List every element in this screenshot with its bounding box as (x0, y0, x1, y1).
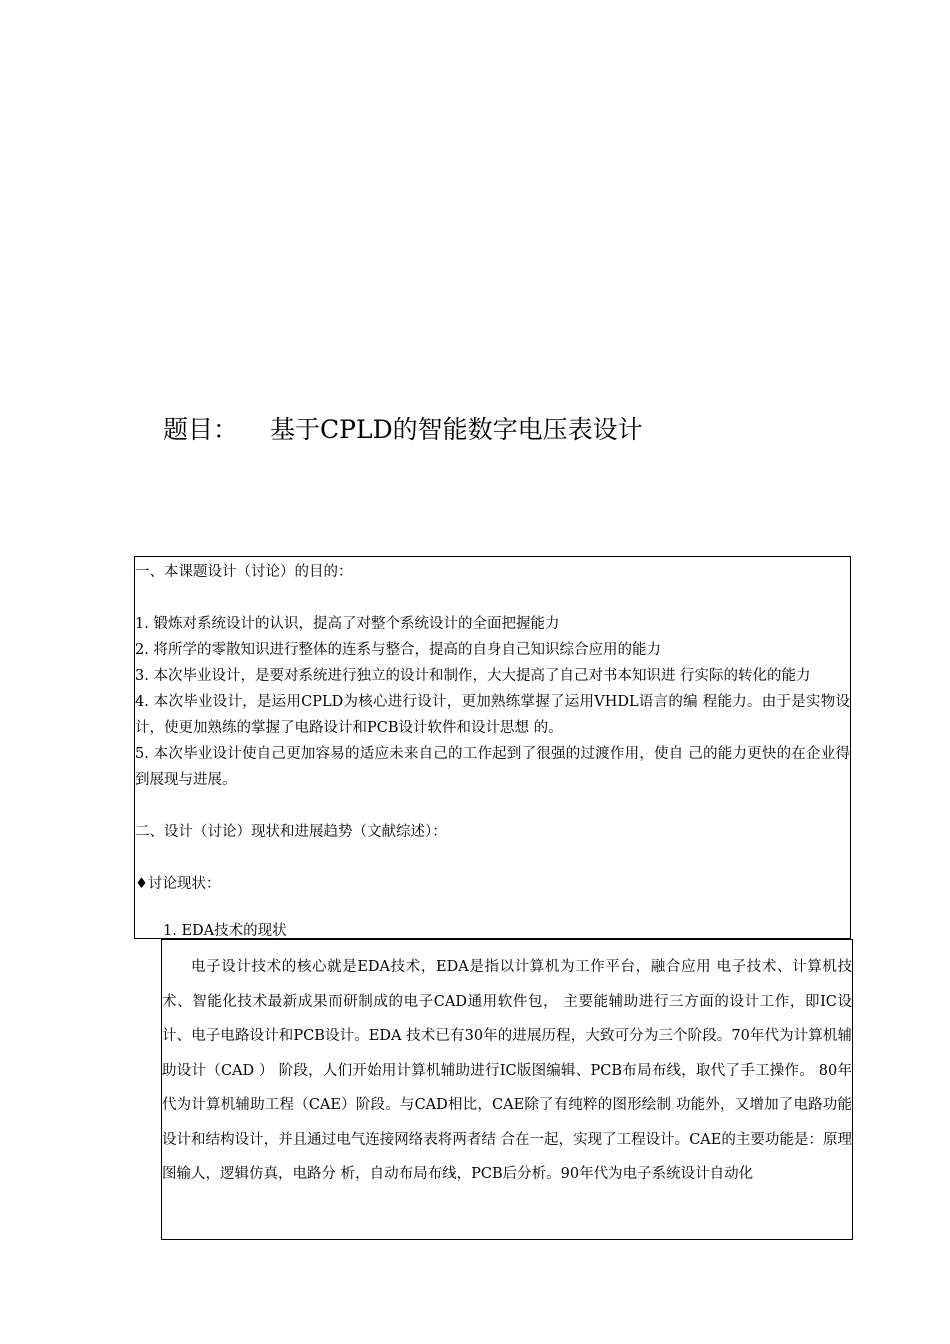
purpose-item-3: 3. 本次毕业设计，是要对系统进行独立的设计和制作，大大提高了自己对书本知识进 行实际的转化的能力 (135, 668, 811, 684)
spacer (135, 585, 850, 611)
eda-paragraph: 电子设计技术的核心就是EDA技术，EDA是指以计算机为工作平台，融合应用 电子技术、计算机技术、智能化技术最新成果而研制成的电子CAD通用软件包， 主要能辅助进行三方面的设计工作，即IC设计、电子电路设计和PCB设计。EDA 技术已有30年的进展历程，大致可分为三个阶段。70年代为计算机辅助设计（CAD ） 阶段，人们开始用计算机辅助进行IC版图编辑、PCB布局布线，取代了手工操作。 80年代为计算机辅助工程（CAE）阶段。与CAD相比，CAE除了有纯粹的图形绘制 功能外，又增加了电路功能设计和结构设计，并且通过电气连接网络表将两者结 合在一起，实现了工程设计。CAE的主要功能是：原理图输人，逻辑仿真，电路分 析，自动布局布线，PCB后分析。90年代为电子系统设计自动化 (162, 959, 852, 1182)
purpose-item-4: 4. 本次毕业设计，是运用CPLD为核心进行设计，更加熟练掌握了运用VHDL语言的编 程能力。由于是实物设计，使更加熟练的掌握了电路设计和PCB设计软件和设计思想 的。 (135, 694, 850, 736)
purpose-item-1: 1. 锻炼对系统设计的认识，提高了对整个系统设计的全面把握能力 (135, 616, 560, 632)
eda-subheading: 1. EDA技术的现状 (163, 923, 287, 939)
document-title (163, 410, 643, 450)
purpose-item-2: 2. 将所学的零散知识进行整体的连系与整合，提高的自身自己知识综合应用的能力 (135, 642, 661, 658)
spacer (135, 793, 850, 819)
section2-heading: 二、设计（讨论）现状和进展趋势（文献综述）： (135, 824, 447, 840)
spacer (135, 845, 850, 871)
title-text: 基于CPLD的智能数字电压表设计 (270, 415, 643, 444)
purpose-section-box (134, 556, 851, 939)
research-status-label: ♦讨论现状： (135, 876, 221, 892)
purpose-item-5: 5. 本次毕业设计使自己更加容易的适应未来自己的工作起到了很强的过渡作用，使自 己的能力更快的在企业得到展现与进展。 (135, 746, 850, 788)
eda-status-box (161, 939, 853, 1240)
title-label: 题目： (163, 415, 239, 444)
section1-heading: 一、本课题设计（讨论）的目的： (135, 564, 353, 580)
